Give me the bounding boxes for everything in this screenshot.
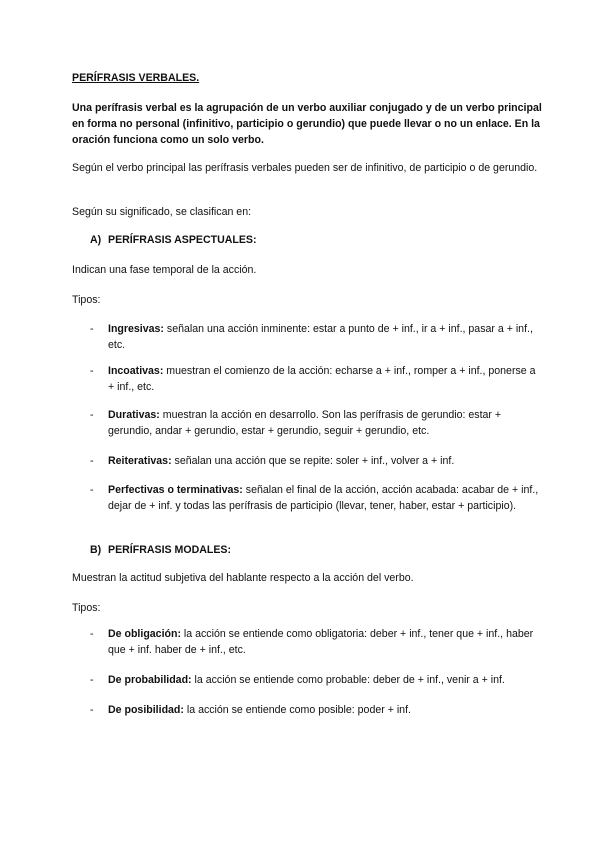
list-item-text: señalan una acción que se repite: soler + inf., volver a + inf. bbox=[171, 455, 455, 467]
list-item-text: muestran la acción en desarrollo. Son las perífrasis de gerundio: estar + gerundio, andar + gerundio, estar + gerundio, seguir + gerundio, etc. bbox=[108, 409, 502, 437]
meaning-paragraph: Según su significado, se clasifican en: bbox=[72, 206, 252, 218]
list-item-term: De probabilidad: bbox=[108, 674, 192, 686]
list-item-term: De posibilidad: bbox=[108, 704, 184, 716]
list-item-text: señalan una acción inminente: estar a punto de + inf., ir a + inf., pasar a + inf., etc. bbox=[108, 323, 533, 351]
list-dash: - bbox=[90, 365, 94, 377]
list-item-text: la acción se entiende como posible: poder + inf. bbox=[183, 704, 411, 716]
document-title: PERÍFRASIS VERBALES. bbox=[72, 72, 200, 84]
section-a-heading bbox=[90, 232, 257, 248]
list-item-body bbox=[108, 321, 540, 353]
section-b-description: Muestran la actitud subjetiva del hablante respecto a la acción del verbo. bbox=[72, 572, 414, 584]
list-item-body bbox=[108, 453, 540, 469]
list-item-term: Durativas: bbox=[108, 409, 160, 421]
list-item-body bbox=[108, 672, 540, 688]
list-dash: - bbox=[90, 674, 94, 686]
list-item-body bbox=[108, 363, 540, 395]
list-item-term: Perfectivas o terminativas: bbox=[108, 484, 243, 496]
list-item-term: De obligación: bbox=[108, 628, 181, 640]
list-item-text: la acción se entiende como probable: deber de + inf., venir a + inf. bbox=[191, 674, 505, 686]
list-dash: - bbox=[90, 455, 94, 467]
list-item-term: Incoativas: bbox=[108, 365, 164, 377]
list-item-body bbox=[108, 407, 540, 439]
list-dash: - bbox=[90, 409, 94, 421]
section-b-tipos-label: Tipos: bbox=[72, 602, 101, 614]
list-item-body bbox=[108, 702, 540, 718]
section-a-letter: A) bbox=[90, 234, 102, 246]
list-item-text: muestran el comienzo de la acción: echarse a + inf., romper a + inf., ponerse a + inf., etc. bbox=[108, 365, 536, 393]
list-dash: - bbox=[90, 484, 94, 496]
section-b-letter: B) bbox=[90, 544, 102, 556]
list-item-body bbox=[108, 482, 540, 514]
list-item-text: señalan el final de la acción, acción acabada: acabar de + inf., dejar de + inf. y todas las perífrasis de participio (llevar, tener, haber, estar + participio). bbox=[108, 484, 539, 512]
section-b-title: PERÍFRASIS MODALES: bbox=[108, 544, 232, 556]
list-item-text: la acción se entiende como obligatoria: deber + inf., tener que + inf., haber que + inf. haber de + inf., etc. bbox=[108, 628, 534, 656]
list-item-body bbox=[108, 626, 540, 658]
classification-paragraph: Según el verbo principal las perífrasis verbales pueden ser de infinitivo, de participio o de gerundio. bbox=[72, 162, 538, 174]
list-dash: - bbox=[90, 628, 94, 640]
section-b-heading bbox=[90, 542, 231, 558]
section-a-description: Indican una fase temporal de la acción. bbox=[72, 264, 257, 276]
list-item-term: Reiterativas: bbox=[108, 455, 172, 467]
list-dash: - bbox=[90, 323, 94, 335]
list-dash: - bbox=[90, 704, 94, 716]
section-a-tipos-label: Tipos: bbox=[72, 294, 101, 306]
list-item-term: Ingresivas: bbox=[108, 323, 164, 335]
section-a-title: PERÍFRASIS ASPECTUALES: bbox=[108, 234, 257, 246]
intro-definition: Una perífrasis verbal es la agrupación de un verbo auxiliar conjugado y de un verbo principal en forma no personal (infinitivo, participio o gerundio) que puede llevar o no un enlace. En la oración funciona como un solo verbo. bbox=[72, 102, 542, 146]
